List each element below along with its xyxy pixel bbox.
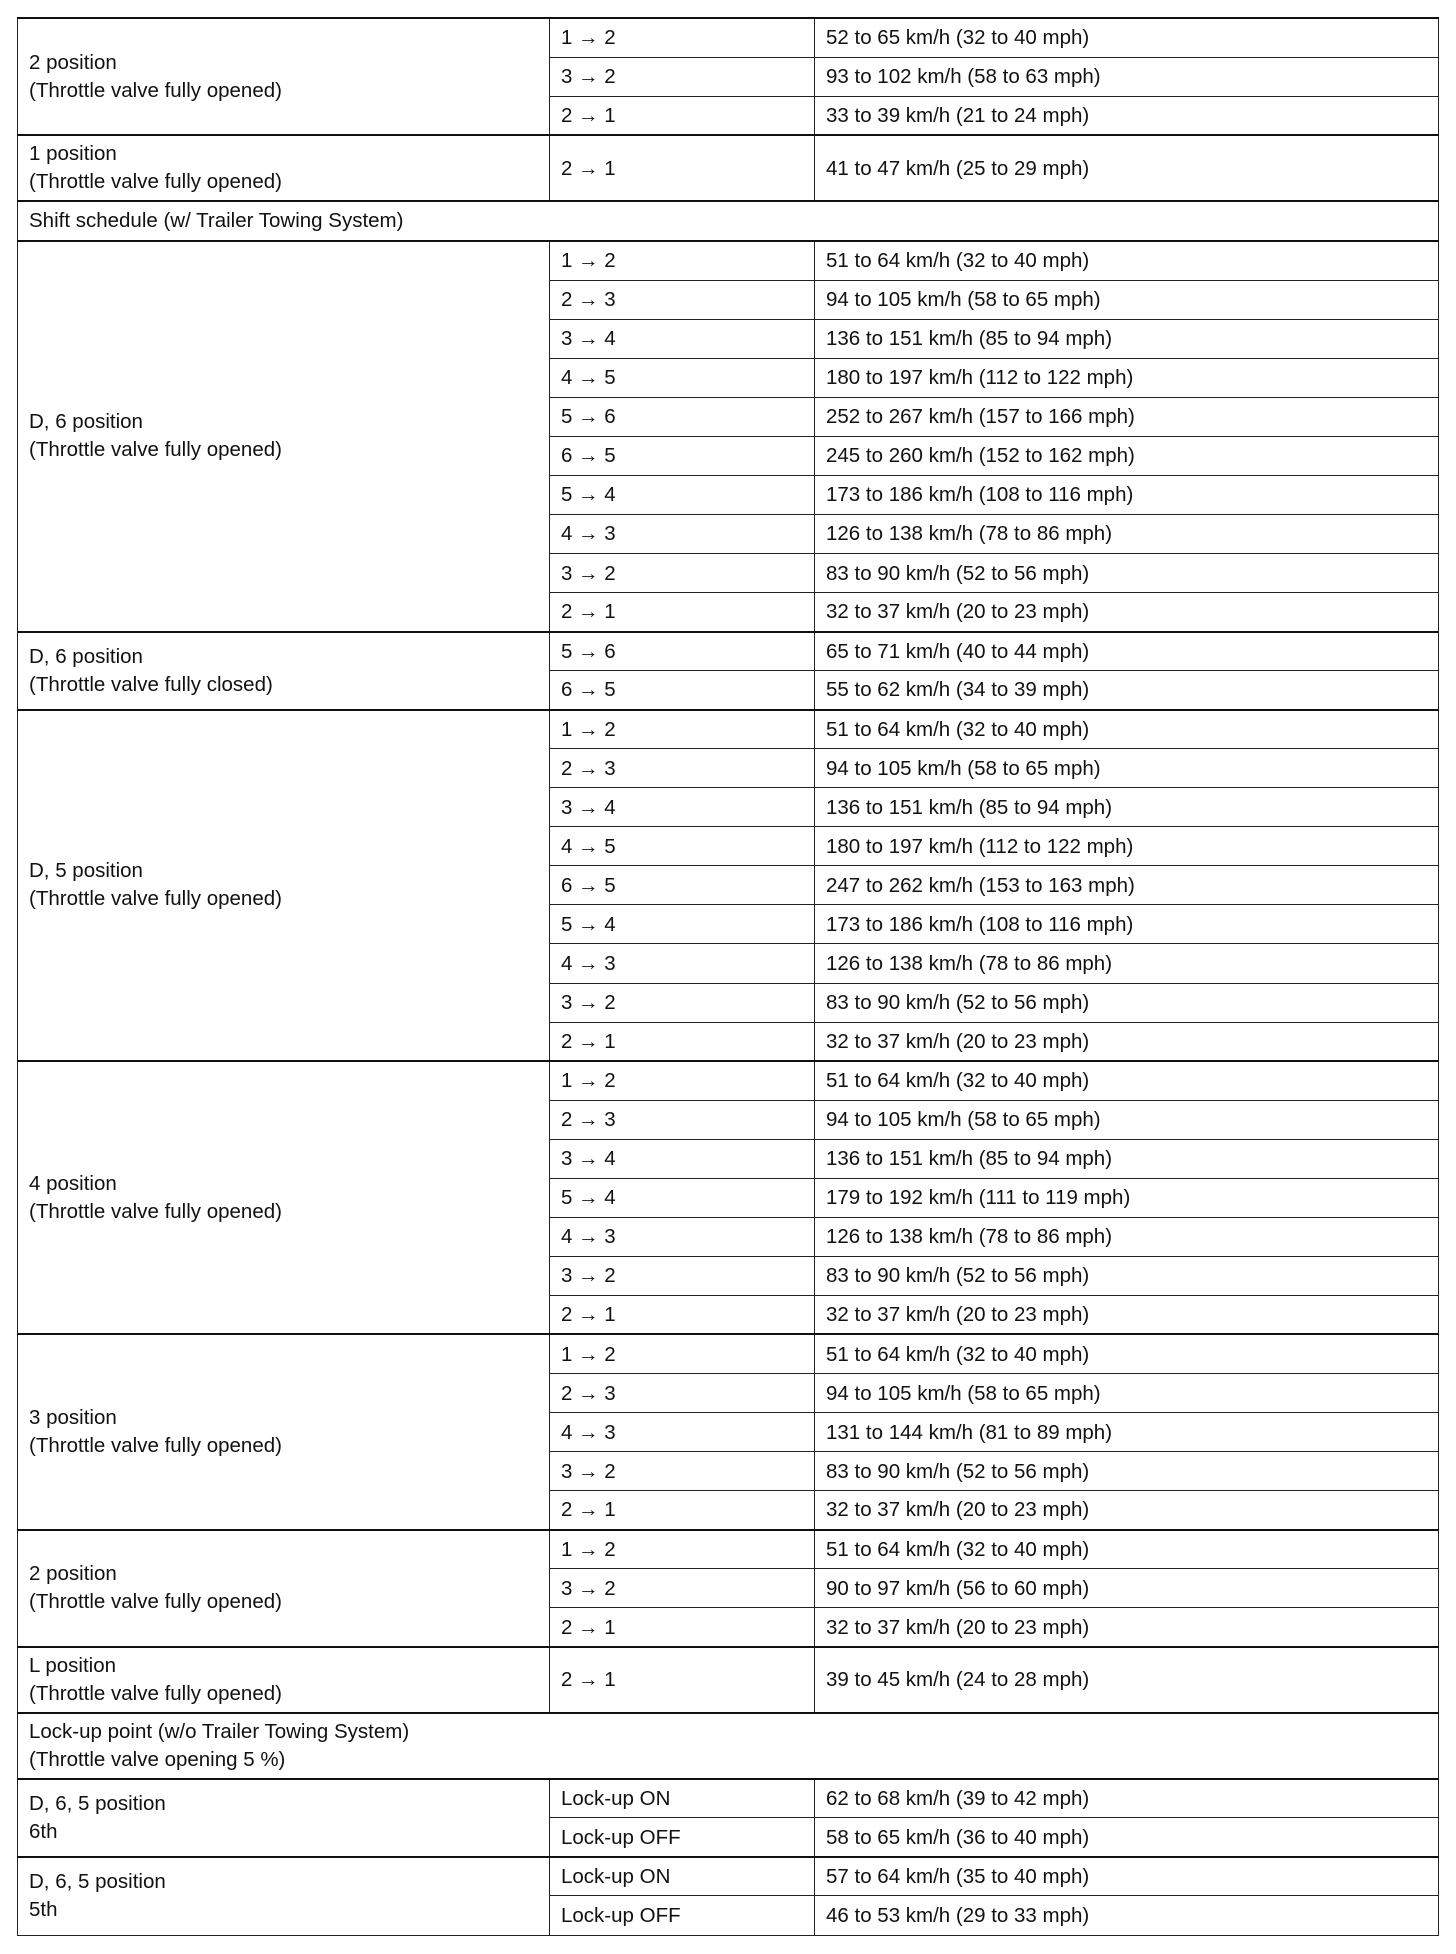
shift-cell: 2 → 1 <box>550 1295 815 1334</box>
speed-cell: 245 to 260 km/h (152 to 162 mph) <box>815 436 1439 475</box>
speed-cell: 83 to 90 km/h (52 to 56 mph) <box>815 554 1439 593</box>
position-label <box>18 632 550 710</box>
table-row <box>18 1857 1439 1896</box>
speed-cell: 136 to 151 km/h (85 to 94 mph) <box>815 1139 1439 1178</box>
shift-cell: Lock-up OFF <box>550 1818 815 1857</box>
position-label-line: (Throttle valve fully opened) <box>29 1590 282 1614</box>
speed-cell: 83 to 90 km/h (52 to 56 mph) <box>815 1452 1439 1491</box>
shift-cell: 3 → 2 <box>550 1452 815 1491</box>
speed-cell: 32 to 37 km/h (20 to 23 mph) <box>815 1295 1439 1334</box>
speed-cell: 62 to 68 km/h (39 to 42 mph) <box>815 1779 1439 1818</box>
table-row <box>18 1334 1439 1373</box>
table-body <box>18 18 1439 1935</box>
position-label <box>18 1857 550 1935</box>
position-label <box>18 1061 550 1334</box>
table-row <box>18 1779 1439 1818</box>
speed-cell: 94 to 105 km/h (58 to 65 mph) <box>815 1374 1439 1413</box>
speed-cell: 32 to 37 km/h (20 to 23 mph) <box>815 1491 1439 1530</box>
speed-cell: 83 to 90 km/h (52 to 56 mph) <box>815 1256 1439 1295</box>
speed-cell: 51 to 64 km/h (32 to 40 mph) <box>815 1061 1439 1100</box>
shift-cell: 2 → 1 <box>550 96 815 135</box>
shift-cell: 4 → 5 <box>550 358 815 397</box>
shift-cell: 2 → 3 <box>550 1100 815 1139</box>
shift-cell: 4 → 3 <box>550 514 815 553</box>
table-row <box>18 1530 1439 1569</box>
position-label-line: D, 6 position <box>29 410 143 434</box>
position-label-line: (Throttle valve fully closed) <box>29 672 273 696</box>
table-row <box>18 18 1439 57</box>
speed-cell: 180 to 197 km/h (112 to 122 mph) <box>815 358 1439 397</box>
table-row <box>18 632 1439 671</box>
position-label <box>18 241 550 631</box>
section-title-line: (Throttle valve opening 5 %) <box>29 1747 286 1771</box>
speed-cell: 32 to 37 km/h (20 to 23 mph) <box>815 1608 1439 1647</box>
speed-cell: 32 to 37 km/h (20 to 23 mph) <box>815 1022 1439 1061</box>
position-label-line: D, 6 position <box>29 644 143 668</box>
speed-cell: 126 to 138 km/h (78 to 86 mph) <box>815 514 1439 553</box>
shift-cell: 5 → 4 <box>550 905 815 944</box>
speed-cell: 180 to 197 km/h (112 to 122 mph) <box>815 827 1439 866</box>
speed-cell: 94 to 105 km/h (58 to 65 mph) <box>815 1100 1439 1139</box>
shift-cell: 1 → 2 <box>550 1334 815 1373</box>
shift-cell: 2 → 3 <box>550 1374 815 1413</box>
shift-cell: 3 → 2 <box>550 554 815 593</box>
shift-cell: 2 → 1 <box>550 1647 815 1713</box>
table-row <box>18 135 1439 201</box>
shift-cell: 2 → 1 <box>550 135 815 201</box>
shift-cell: 5 → 6 <box>550 632 815 671</box>
shift-cell: 1 → 2 <box>550 241 815 280</box>
position-label-line: (Throttle valve fully opened) <box>29 1681 282 1705</box>
position-label-line: (Throttle valve fully opened) <box>29 1199 282 1223</box>
position-label-line: 2 position <box>29 1562 117 1586</box>
speed-cell: 51 to 64 km/h (32 to 40 mph) <box>815 1530 1439 1569</box>
table-row <box>18 1061 1439 1100</box>
position-label <box>18 1779 550 1857</box>
speed-cell: 179 to 192 km/h (111 to 119 mph) <box>815 1178 1439 1217</box>
speed-cell: 46 to 53 km/h (29 to 33 mph) <box>815 1896 1439 1935</box>
section-row <box>18 201 1439 241</box>
position-label <box>18 710 550 1061</box>
table-row <box>18 1647 1439 1713</box>
section-title <box>18 201 1439 241</box>
speed-cell: 51 to 64 km/h (32 to 40 mph) <box>815 1334 1439 1373</box>
speed-cell: 252 to 267 km/h (157 to 166 mph) <box>815 397 1439 436</box>
shift-cell: 1 → 2 <box>550 1061 815 1100</box>
shift-schedule-table <box>17 17 1439 1936</box>
table-row <box>18 710 1439 749</box>
position-label-line: D, 5 position <box>29 859 143 883</box>
section-row <box>18 1713 1439 1779</box>
position-label-line: D, 6, 5 position <box>29 1870 166 1894</box>
section-title <box>18 1713 1439 1779</box>
speed-cell: 94 to 105 km/h (58 to 65 mph) <box>815 280 1439 319</box>
speed-cell: 52 to 65 km/h (32 to 40 mph) <box>815 18 1439 57</box>
speed-cell: 247 to 262 km/h (153 to 163 mph) <box>815 866 1439 905</box>
speed-cell: 90 to 97 km/h (56 to 60 mph) <box>815 1569 1439 1608</box>
section-title-line: Shift schedule (w/ Trailer Towing System) <box>29 209 404 233</box>
shift-cell: 6 → 5 <box>550 671 815 710</box>
position-label-line: (Throttle valve fully opened) <box>29 438 282 462</box>
speed-cell: 131 to 144 km/h (81 to 89 mph) <box>815 1413 1439 1452</box>
speed-cell: 65 to 71 km/h (40 to 44 mph) <box>815 632 1439 671</box>
speed-cell: 51 to 64 km/h (32 to 40 mph) <box>815 710 1439 749</box>
shift-cell: 1 → 2 <box>550 710 815 749</box>
shift-cell: 2 → 1 <box>550 1491 815 1530</box>
speed-cell: 126 to 138 km/h (78 to 86 mph) <box>815 944 1439 983</box>
position-label-line: (Throttle valve fully opened) <box>29 887 282 911</box>
shift-cell: 6 → 5 <box>550 866 815 905</box>
speed-cell: 39 to 45 km/h (24 to 28 mph) <box>815 1647 1439 1713</box>
shift-cell: 2 → 1 <box>550 593 815 632</box>
speed-cell: 55 to 62 km/h (34 to 39 mph) <box>815 671 1439 710</box>
speed-cell: 32 to 37 km/h (20 to 23 mph) <box>815 593 1439 632</box>
position-label <box>18 1334 550 1529</box>
speed-cell: 33 to 39 km/h (21 to 24 mph) <box>815 96 1439 135</box>
speed-cell: 136 to 151 km/h (85 to 94 mph) <box>815 788 1439 827</box>
shift-cell: 1 → 2 <box>550 1530 815 1569</box>
shift-cell: 1 → 2 <box>550 18 815 57</box>
speed-cell: 51 to 64 km/h (32 to 40 mph) <box>815 241 1439 280</box>
position-label <box>18 18 550 135</box>
shift-cell: 6 → 5 <box>550 436 815 475</box>
speed-cell: 173 to 186 km/h (108 to 116 mph) <box>815 475 1439 514</box>
position-label-line: 4 position <box>29 1171 117 1195</box>
speed-cell: 93 to 102 km/h (58 to 63 mph) <box>815 57 1439 96</box>
shift-cell: 3 → 2 <box>550 1569 815 1608</box>
shift-cell: 4 → 5 <box>550 827 815 866</box>
position-label-line: D, 6, 5 position <box>29 1791 166 1815</box>
shift-cell: 4 → 3 <box>550 1217 815 1256</box>
position-label-line: 2 position <box>29 50 117 74</box>
position-label-line: (Throttle valve fully opened) <box>29 1434 282 1458</box>
position-label <box>18 1530 550 1647</box>
speed-cell: 83 to 90 km/h (52 to 56 mph) <box>815 983 1439 1022</box>
shift-cell: Lock-up ON <box>550 1857 815 1896</box>
speed-cell: 126 to 138 km/h (78 to 86 mph) <box>815 1217 1439 1256</box>
position-label-line: L position <box>29 1653 116 1677</box>
section-title-line: Lock-up point (w/o Trailer Towing System) <box>29 1719 410 1743</box>
shift-cell: 2 → 3 <box>550 280 815 319</box>
position-label <box>18 1647 550 1713</box>
position-label-line: (Throttle valve fully opened) <box>29 170 282 194</box>
position-label-line: 5th <box>29 1898 58 1922</box>
shift-cell: 3 → 4 <box>550 319 815 358</box>
shift-cell: 2 → 1 <box>550 1608 815 1647</box>
shift-cell: 2 → 1 <box>550 1022 815 1061</box>
speed-cell: 58 to 65 km/h (36 to 40 mph) <box>815 1818 1439 1857</box>
shift-cell: 3 → 4 <box>550 1139 815 1178</box>
shift-cell: 4 → 3 <box>550 944 815 983</box>
speed-cell: 57 to 64 km/h (35 to 40 mph) <box>815 1857 1439 1896</box>
shift-cell: 4 → 3 <box>550 1413 815 1452</box>
position-label <box>18 135 550 201</box>
shift-cell: 3 → 2 <box>550 57 815 96</box>
shift-cell: Lock-up ON <box>550 1779 815 1818</box>
speed-cell: 173 to 186 km/h (108 to 116 mph) <box>815 905 1439 944</box>
speed-cell: 94 to 105 km/h (58 to 65 mph) <box>815 749 1439 788</box>
shift-cell: 2 → 3 <box>550 749 815 788</box>
position-label-line: 1 position <box>29 142 117 166</box>
shift-cell: 3 → 4 <box>550 788 815 827</box>
shift-cell: 3 → 2 <box>550 1256 815 1295</box>
table-row <box>18 241 1439 280</box>
position-label-line: (Throttle valve fully opened) <box>29 78 282 102</box>
speed-cell: 41 to 47 km/h (25 to 29 mph) <box>815 135 1439 201</box>
shift-cell: 3 → 2 <box>550 983 815 1022</box>
position-label-line: 3 position <box>29 1406 117 1430</box>
shift-cell: Lock-up OFF <box>550 1896 815 1935</box>
shift-cell: 5 → 4 <box>550 1178 815 1217</box>
shift-cell: 5 → 4 <box>550 475 815 514</box>
speed-cell: 136 to 151 km/h (85 to 94 mph) <box>815 319 1439 358</box>
position-label-line: 6th <box>29 1819 58 1843</box>
shift-cell: 5 → 6 <box>550 397 815 436</box>
